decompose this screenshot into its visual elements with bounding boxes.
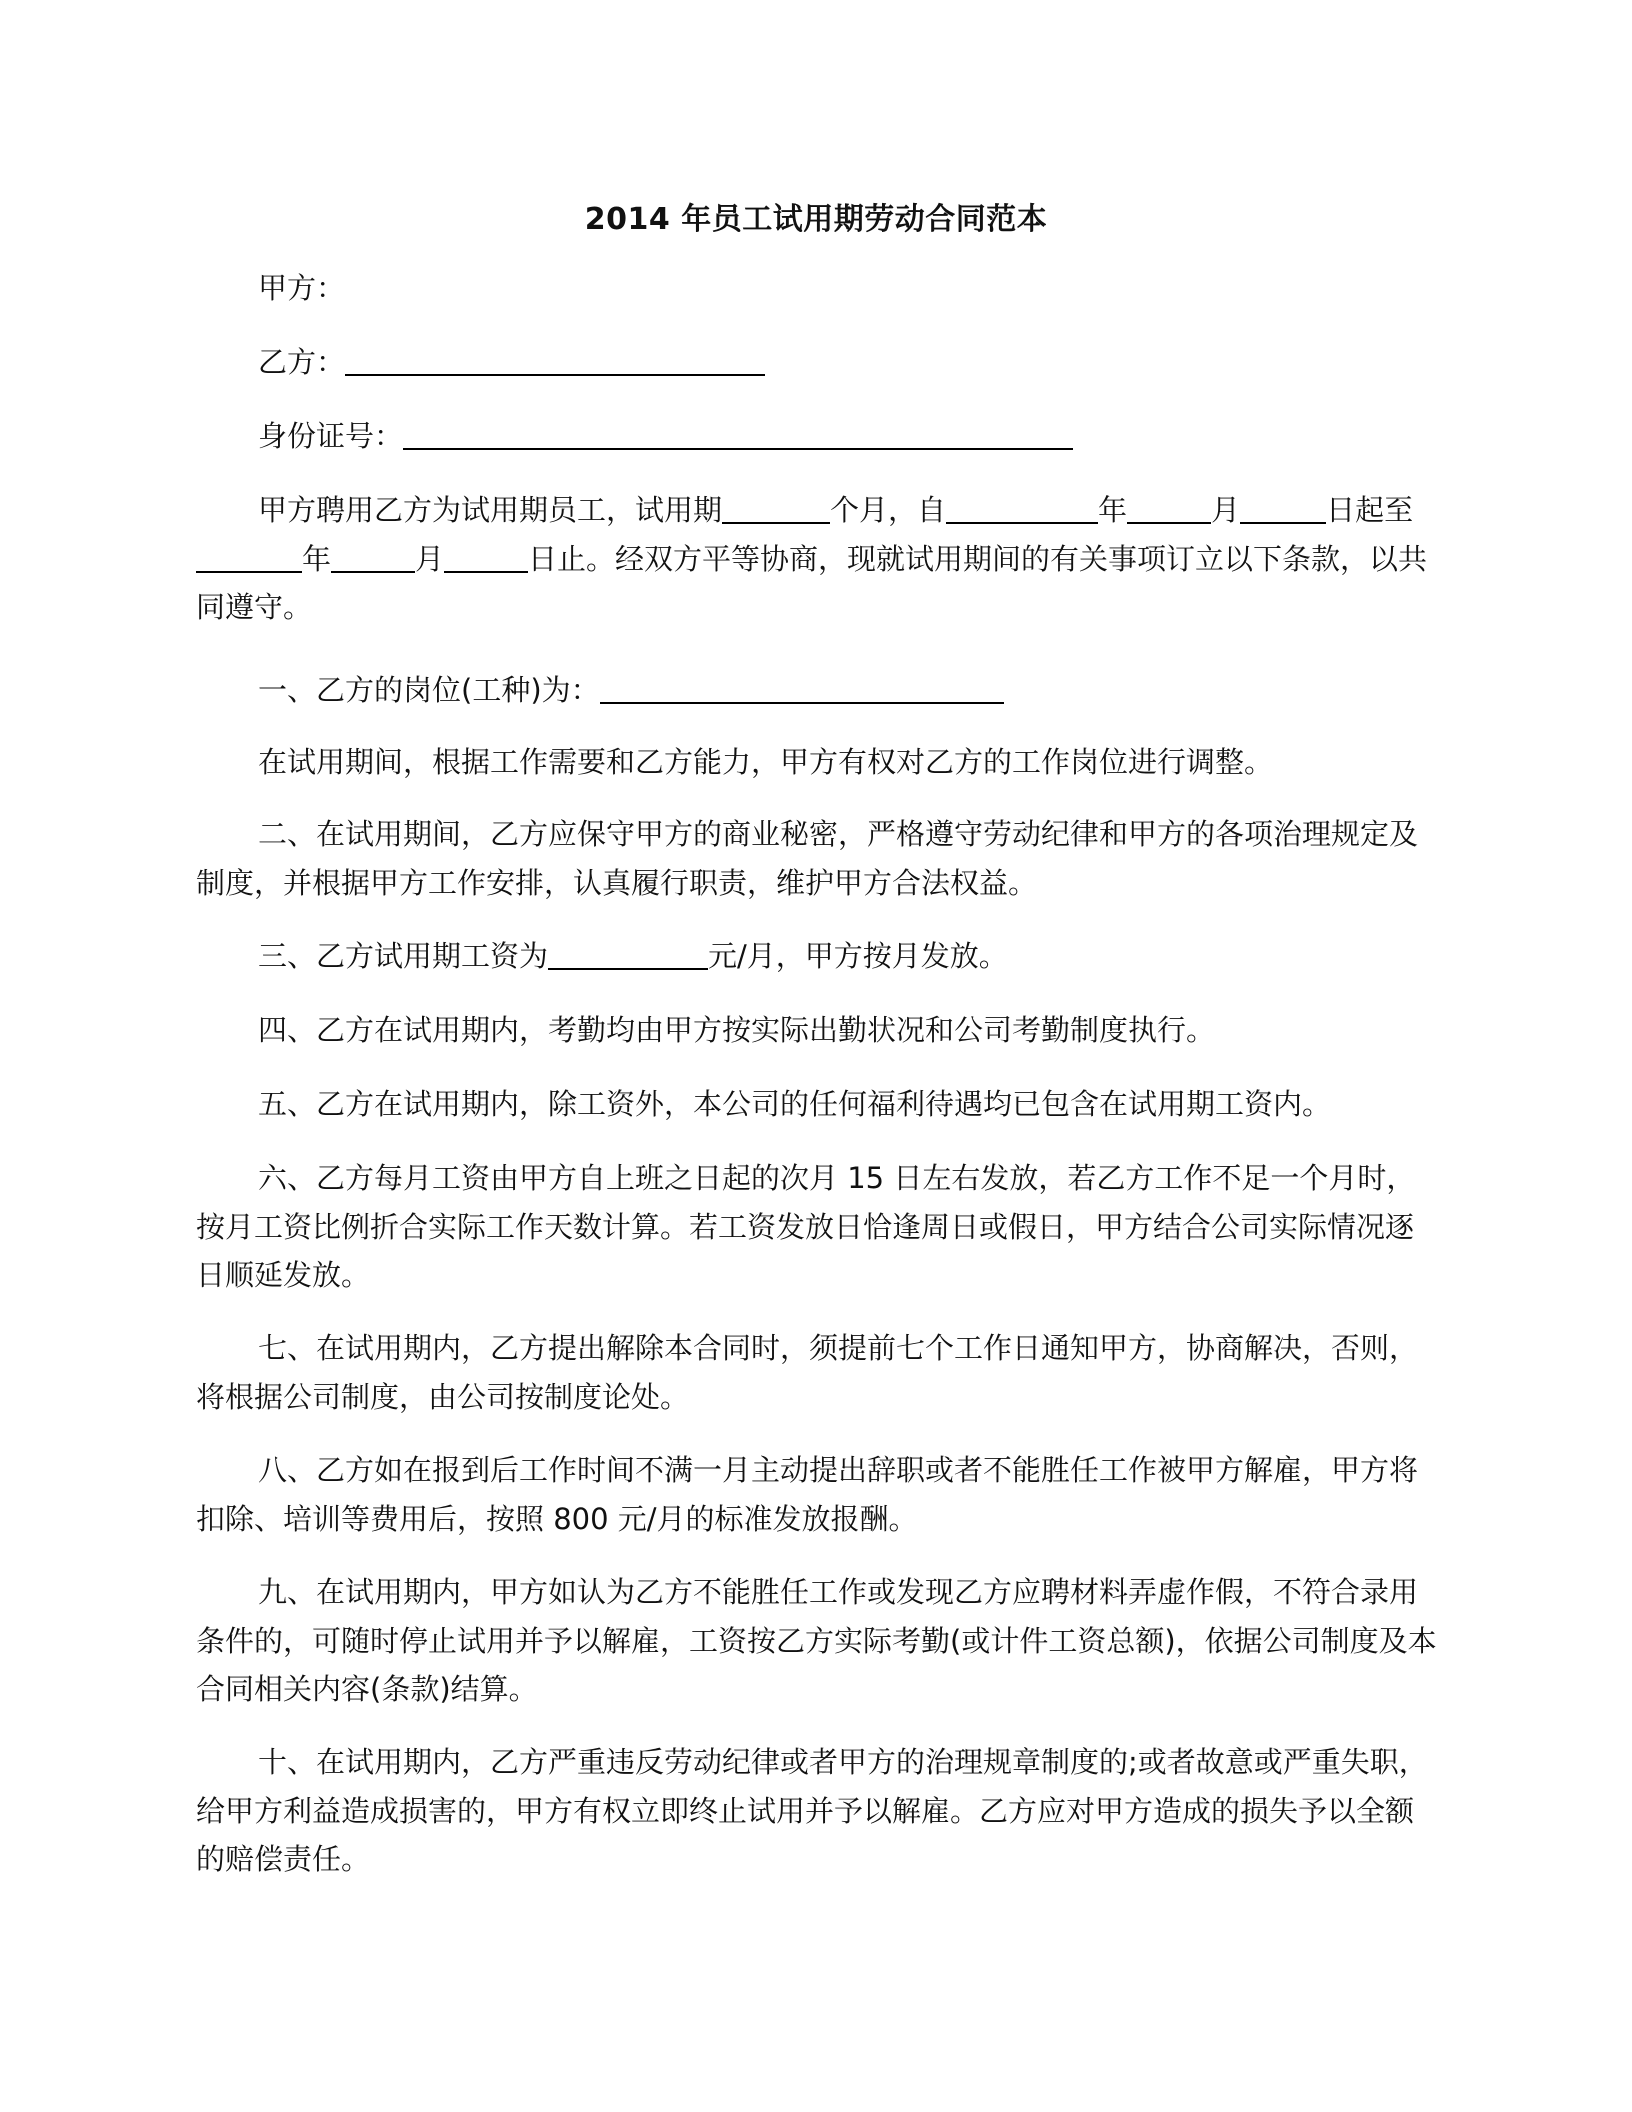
intro-text-5: 日起至 xyxy=(1326,493,1414,527)
intro-text-7: 月 xyxy=(415,541,445,576)
id-number-blank xyxy=(403,415,1073,450)
clause-5: 五、乙方在试用期内，除工资外，本公司的任何福利待遇均已包含在试用期工资内。 xyxy=(258,1087,1332,1121)
id-number-line xyxy=(196,412,1442,461)
clause-1-note: 在试用期间，根据工作需要和乙方能力，甲方有权对乙方的工作岗位进行调整。 xyxy=(258,745,1274,779)
end-year-blank xyxy=(196,538,302,573)
intro-text-4: 月 xyxy=(1211,493,1241,527)
party-b-blank xyxy=(345,341,765,376)
clause-3-text-2: 元/月，甲方按月发放。 xyxy=(708,939,1008,973)
clause-6: 六、乙方每月工资由甲方自上班之日起的次月 15 日左右发放，若乙方工作不足一个月时，按月工资比例折合实际工作天数计算。若工资发放日恰逢周日或假日，甲方结合公司实际情况逐日顺延发放。 xyxy=(196,1161,1416,1292)
id-number-label: 身份证号： xyxy=(258,419,404,453)
clause-3-text-1: 三、乙方试用期工资为 xyxy=(258,939,549,973)
party-a-line xyxy=(196,264,1442,313)
intro-text-8: 日止。经双方平等协商，现就试用期间的有关事项订立以下条款，以共同遵守。 xyxy=(196,541,1428,624)
clause-7: 七、在试用期内，乙方提出解除本合同时，须提前七个工作日通知甲方，协商解决，否则，将根据公司制度，由公司按制度论处。 xyxy=(196,1331,1419,1414)
clause-9: 九、在试用期内，甲方如认为乙方不能胜任工作或发现乙方应聘材料弄虚作假，不符合录用条件的，可随时停止试用并予以解雇，工资按乙方实际考勤(或计件工资总额)，依据公司制度及本合同相关内容(条款)结算。 xyxy=(196,1575,1437,1706)
clause-1-text: 一、乙方的岗位(工种)为： xyxy=(258,673,600,707)
salary-blank xyxy=(548,935,708,970)
intro-text-1: 甲方聘用乙方为试用期员工，试用期 xyxy=(258,493,723,527)
intro-text-6: 年 xyxy=(302,541,332,576)
end-day-blank xyxy=(444,538,528,573)
probation-months-blank xyxy=(722,489,830,524)
start-year-blank xyxy=(946,489,1098,524)
start-day-blank xyxy=(1240,489,1326,524)
party-a-label: 甲方： xyxy=(258,271,346,305)
clause-8: 八、乙方如在报到后工作时间不满一月主动提出辞职或者不能胜任工作被甲方解雇，甲方将扣除、培训等费用后，按照 800 元/月的标准发放报酬。 xyxy=(196,1453,1419,1536)
party-b-label: 乙方： xyxy=(258,345,346,379)
end-month-blank xyxy=(331,538,415,573)
intro-text-3: 年 xyxy=(1098,493,1128,527)
position-blank xyxy=(600,669,1004,704)
clause-1 xyxy=(196,666,1442,715)
clause-3 xyxy=(196,932,1442,981)
intro-text-2: 个月，自 xyxy=(830,493,947,527)
clause-4: 四、乙方在试用期内，考勤均由甲方按实际出勤状况和公司考勤制度执行。 xyxy=(258,1013,1216,1047)
clause-10: 十、在试用期内，乙方严重违反劳动纪律或者甲方的治理规章制度的;或者故意或严重失职，给甲方利益造成损害的，甲方有权立即终止试用并予以解雇。乙方应对甲方造成的损失予以全额的赔偿责任。 xyxy=(196,1745,1428,1876)
intro-paragraph xyxy=(196,486,1442,632)
start-month-blank xyxy=(1127,489,1211,524)
party-b-line xyxy=(196,338,1442,387)
document-title: 2014 年员工试用期劳动合同范本 xyxy=(584,202,1048,237)
clause-2: 二、在试用期间，乙方应保守甲方的商业秘密，严格遵守劳动纪律和甲方的各项治理规定及制度，并根据甲方工作安排，认真履行职责，维护甲方合法权益。 xyxy=(196,817,1419,900)
